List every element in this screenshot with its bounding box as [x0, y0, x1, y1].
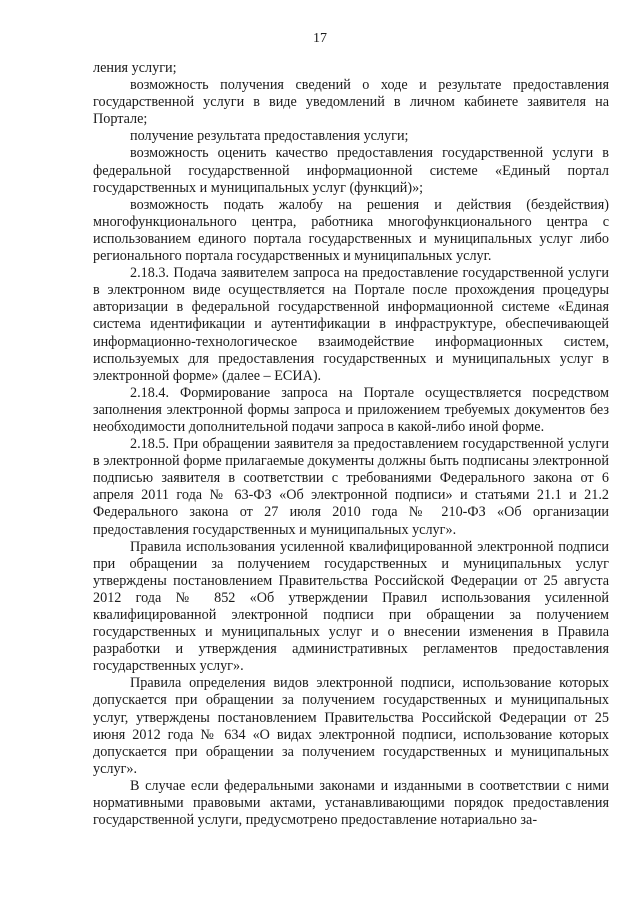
paragraph-2-18-3: 2.18.3. Подача заявителем запроса на предоставление государственной услуги в электронном виде осуществляется на Портале после прохождения процедуры авторизации в федеральной государственной информационной системе «Единая система идентификации и аутентификации в инфраструктуре, обеспечивающей информационно-технологическое взаимодействие информационных систем, используемых для предоставления государственных и муниципальных услуг в электронной форме» (далее – ЕСИА). [93, 265, 609, 384]
paragraph-notarial-case: В случае если федеральными законами и изданными в соответствии с ними нормативными правовыми актами, устанавливающими порядок предоставления государственной услуги, предусмотрено предоставление нотариально за- [93, 777, 609, 829]
body-text [93, 60, 609, 829]
paragraph-complaint: возможность подать жалобу на решения и действия (бездействия) многофункционального центра, работника многофункционального центра с использованием единого портала государственных и муниципальных услуг либо регионального портала государственных и муниципальных услуг. [93, 196, 609, 265]
paragraph-signature-types-rules: Правила определения видов электронной подписи, использование которых допускается при обращении за получением государственных и муниципальных услуг, утверждены постановлением Правительства Российской Федерации от 25 июня 2012 года № 634 «О видах электронной подписи, использование которых допускается при обращении за получением государственных и муниципальных услуг». [93, 675, 609, 777]
paragraph-2-18-5: 2.18.5. При обращении заявителя за предоставлением государственной услуги в электронной форме прилагаемые документы должны быть подписаны электронной подписью заявителя в соответствии с требованиями Федерального закона от 6 апреля 2011 года № 63-ФЗ «Об электронной подписи» и статьями 21.1 и 21.2 Федерального закона от 27 июля 2010 года № 210-ФЗ «Об организации предоставления государственных и муниципальных услуг». [93, 436, 609, 538]
paragraph-quality-rating: возможность оценить качество предоставления государственной услуги в федеральной государственной информационной системе «Единый портал государственных и муниципальных услуг (функций)»; [93, 145, 609, 196]
paragraph-qualified-signature-rules: Правила использования усиленной квалифицированной электронной подписи при обращении за получением государственных и муниципальных услуг утверждены постановлением Правительства Российской Федерации от 25 августа 2012 года № 852 «Об утверждении Правил использования усиленной квалифицированной электронной подписи при обращении за получением государственных и муниципальных услуг и о внесении изменения в Правила разработки и утверждения административных регламентов предоставления государственных услуг». [93, 538, 609, 675]
paragraph-2-18-4: 2.18.4. Формирование запроса на Портале осуществляется посредством заполнения электронной формы запроса и приложением требуемых документов без необходимости дополнительной подачи запроса в какой-либо иной форме. [93, 384, 609, 435]
paragraph-result-receipt: получение результата предоставления услуги; [130, 128, 409, 145]
paragraph-continuation: ления услуги; [93, 60, 177, 76]
page-number: 17 [313, 31, 327, 46]
paragraph-status-notifications: возможность получения сведений о ходе и результате предоставления государственной услуги в виде уведомлений в личном кабинете заявителя на Портале; [93, 77, 609, 128]
